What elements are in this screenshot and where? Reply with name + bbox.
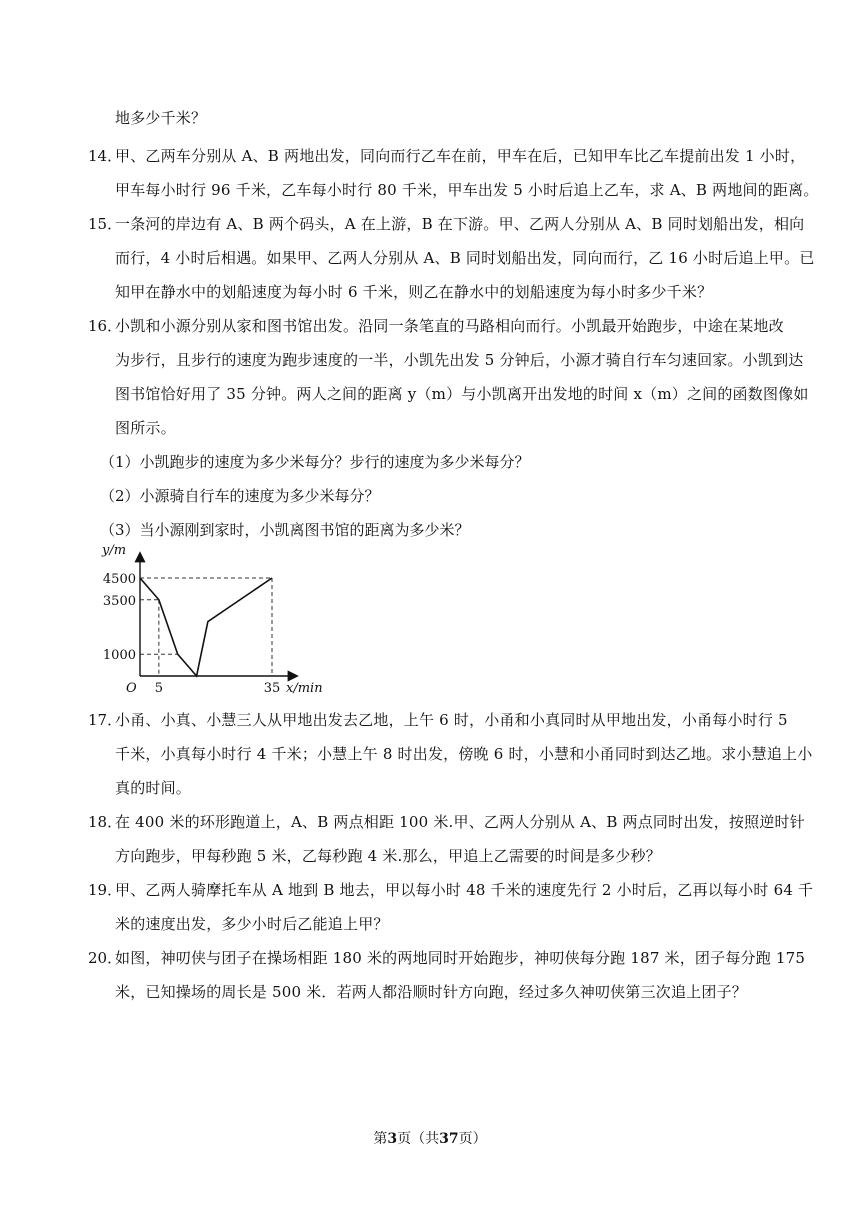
sub-question: （2）小源骑自行车的速度为多少米每分？ — [100, 487, 380, 505]
origin-label: O — [126, 681, 137, 696]
footer-page-number: 3 — [387, 1131, 398, 1147]
page-footer — [0, 1128, 860, 1148]
graph-svg — [100, 540, 340, 700]
text-line: 甲、乙两车分别从 A、B 两地出发，同向而行乙车在前，甲车在后，已知甲车比乙车提前出发 1 小时， — [115, 147, 806, 165]
text-line: 甲车每小时行 96 千米，乙车每小时行 80 千米，甲车出发 5 小时后追上乙车，求 A、B 两地间的距离。 — [115, 181, 819, 199]
x-axis-label: x/min — [286, 681, 323, 696]
footer-total-pages: 37 — [439, 1131, 459, 1147]
text-line: 小凯和小源分别从家和图书馆出发。沿同一条笔直的马路相向而行。小凯最开始跑步，中途在某地改 — [115, 317, 784, 335]
text-line: 知甲在静水中的划船速度为每小时 6 千米，则乙在静水中的划船速度为每小时多少千米？ — [115, 283, 713, 301]
text-line: 图书馆恰好用了 35 分钟。两人之间的距离 y（m）与小凯离开出发地的时间 x（m）之间的函数图像如 — [115, 385, 809, 403]
y-tick-label: 4500 — [102, 572, 136, 587]
y-axis-label: y/m — [102, 543, 127, 558]
function-graph — [100, 540, 340, 700]
text-line: 如图，神叨侠与团子在操场相距 180 米的两地同时开始跑步，神叨侠每分跑 187 米，团子每分跑 175 — [115, 949, 806, 967]
text-line: 千米，小真每小时行 4 千米；小慧上午 8 时出发，傍晚 6 时，小慧和小甬同时到达乙地。求小慧追上小 — [115, 745, 813, 763]
text-line: 真的时间。 — [115, 779, 192, 797]
text-line: 一条河的岸边有 A、B 两个码头，A 在上游，B 在下游。甲、乙两人分别从 A、B 同时划船出发，相向 — [115, 215, 805, 233]
question-number: 17． — [88, 711, 123, 729]
sub-question: （3）当小源刚到家时，小凯离图书馆的距离为多少米？ — [100, 521, 470, 539]
question-number: 20． — [88, 949, 123, 967]
question-number: 16． — [88, 317, 123, 335]
text-line: 米的速度出发，多少小时后乙能追上甲？ — [115, 915, 389, 933]
text-line: 甲、乙两人骑摩托车从 A 地到 B 地去，甲以每小时 48 千米的速度先行 2 小时后，乙再以每小时 64 千 — [115, 881, 814, 899]
text-line: 而行，4 小时后相遇。如果甲、乙两人分别从 A、B 同时划船出发，同向而行，乙 16 小时后追上甲。已 — [115, 249, 815, 267]
series-line — [140, 578, 272, 676]
text-line: 小甬、小真、小慧三人从甲地出发去乙地，上午 6 时，小甬和小真同时从甲地出发，小甬每小时行 5 — [115, 711, 788, 729]
text-line: 方向跑步，甲每秒跑 5 米，乙每秒跑 4 米.那么，甲追上乙需要的时间是多少秒？ — [115, 847, 661, 865]
text-line: 地多少千米？ — [115, 109, 207, 127]
footer-suffix: 页） — [458, 1131, 487, 1147]
x-tick-label: 5 — [154, 681, 163, 696]
text-line: 图所示。 — [115, 419, 176, 437]
y-tick-label: 3500 — [102, 593, 136, 609]
text-line: 在 400 米的环形跑道上，A、B 两点相距 100 米.甲、乙两人分别从 A、B 两点同时出发，按照逆时针 — [115, 813, 805, 831]
question-number: 18． — [88, 813, 123, 831]
question-number: 19． — [88, 881, 123, 899]
question-number: 15． — [88, 215, 123, 233]
x-tick-label: 35 — [263, 681, 281, 696]
text-line: 为步行，且步行的速度为跑步速度的一半，小凯先出发 5 分钟后，小源才骑自行车匀速回家。小凯到达 — [115, 351, 804, 369]
footer-prefix: 第 — [373, 1131, 388, 1147]
sub-question: （1）小凯跑步的速度为多少米每分？步行的速度为多少米每分？ — [100, 453, 530, 471]
text-line: 米，已知操场的周长是 500 米．若两人都沿顺时针方向跑，经过多久神叨侠第三次追上团子？ — [115, 983, 747, 1001]
y-tick-label: 1000 — [102, 648, 136, 664]
footer-mid: 页（共 — [397, 1131, 440, 1147]
question-number: 14． — [88, 147, 123, 165]
